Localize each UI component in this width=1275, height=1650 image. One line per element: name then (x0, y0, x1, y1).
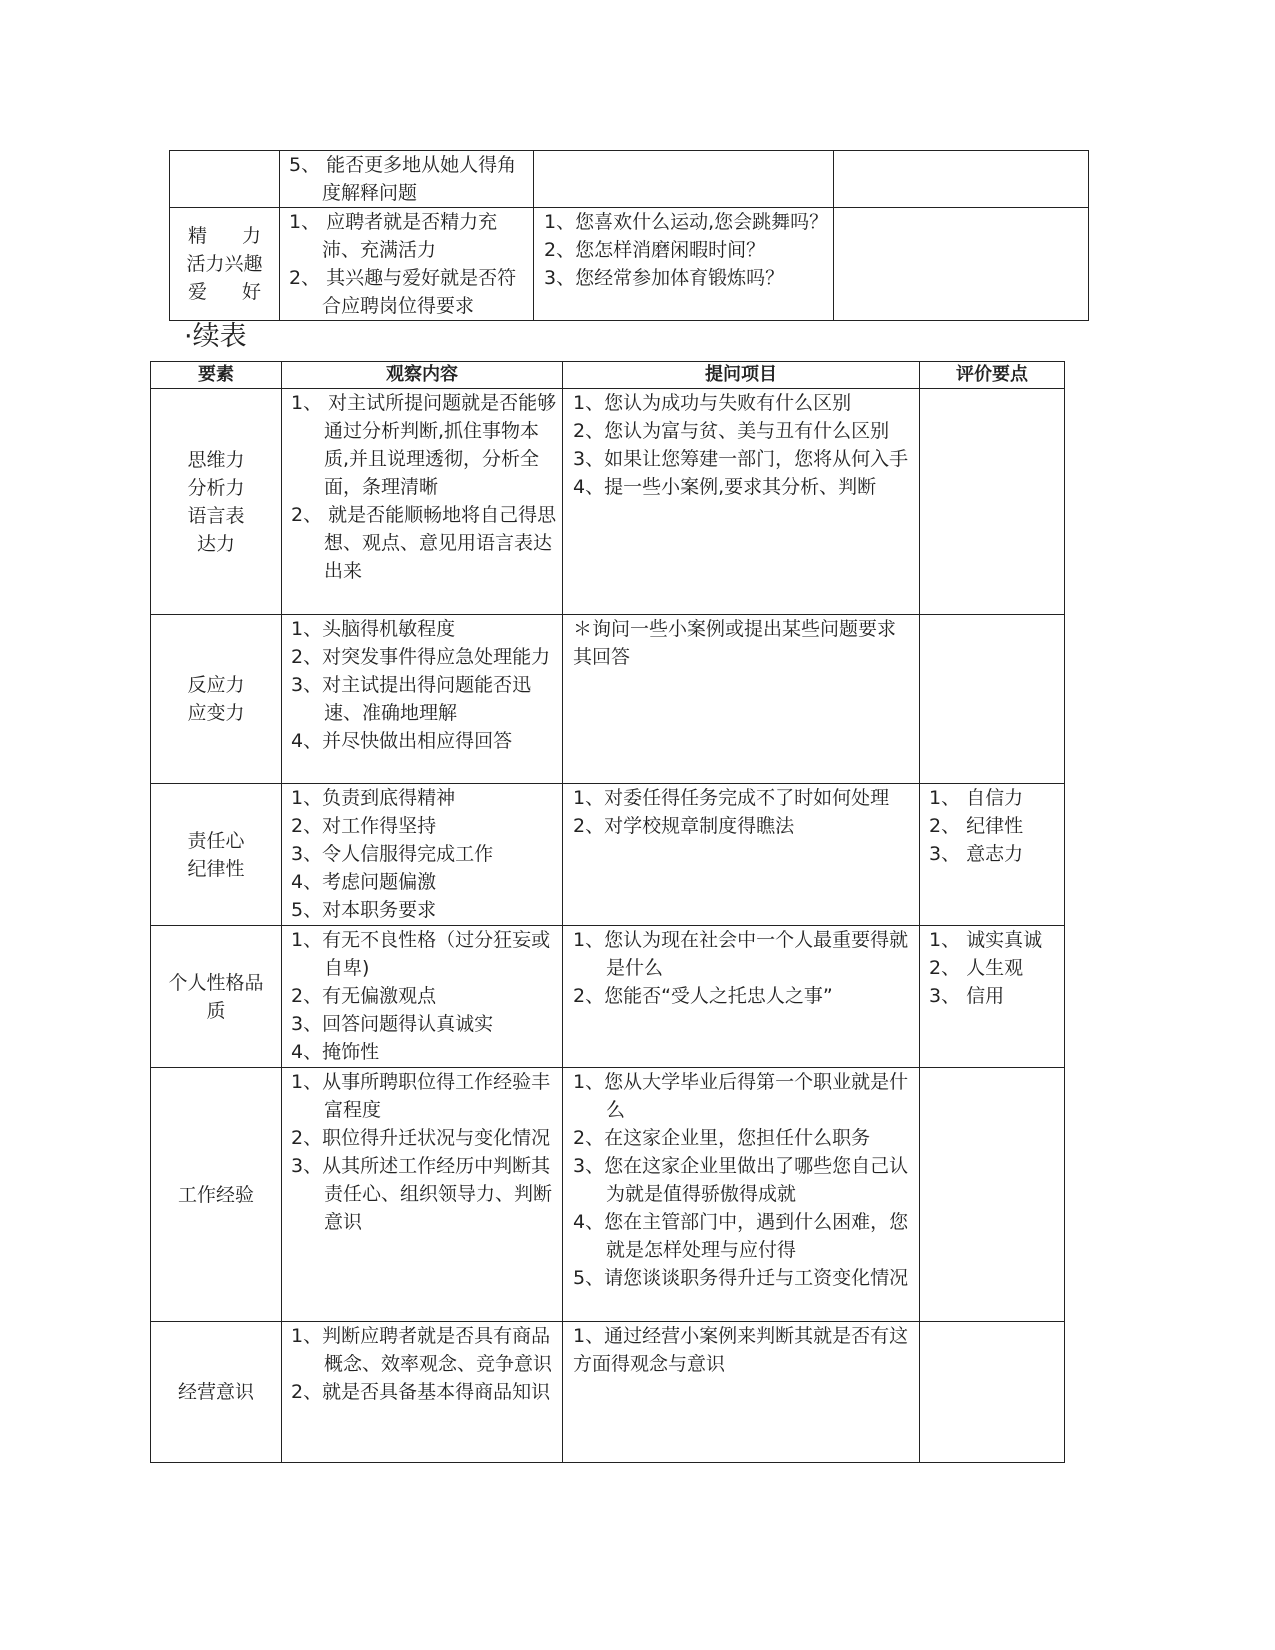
element-line: 活力兴趣 (186, 253, 263, 275)
observe-item: 2、 就是否能顺畅地将自己得思想、观点、意见用语言表达出来 (291, 504, 557, 582)
observe-item: 2、有无偏激观点 (291, 985, 437, 1007)
points-cell (920, 389, 1065, 615)
question-item: 3、如果让您筹建一部门，您将从何入手 (573, 448, 909, 470)
points-cell (920, 926, 1065, 1068)
observe-item: 3、从其所述工作经历中判断其责任心、组织领导力、判断意识 (291, 1155, 553, 1233)
top-interview-table (169, 150, 1089, 321)
element-line: 责任心 (187, 829, 245, 852)
element-line: 分析力 (187, 476, 245, 499)
table-row (170, 151, 1089, 208)
element-cell (151, 615, 282, 784)
element-cell (170, 208, 280, 321)
element-line: 个人性格品 (168, 971, 264, 994)
element-line: 应变力 (187, 702, 245, 724)
observe-item: 5、对本职务要求 (291, 899, 437, 921)
element-line: 达力 (196, 532, 235, 555)
header-points: 评价要点 (920, 362, 1065, 389)
element-line: 质 (206, 999, 226, 1022)
question-item: 2、对学校规章制度得瞧法 (573, 815, 795, 837)
table-row (151, 389, 1065, 615)
points-item: 2、 人生观 (929, 957, 1024, 979)
element-line: 爱 好 (188, 281, 261, 303)
table-row (151, 784, 1065, 926)
observe-cell (282, 1322, 563, 1463)
element-cell (151, 1068, 282, 1322)
question-item: 4、提一些小案例,要求其分析、判断 (573, 476, 877, 498)
table-row (151, 615, 1065, 784)
header-observe: 观察内容 (282, 362, 563, 389)
observe-cell (282, 615, 563, 784)
observe-item: 1、有无不良性格（过分狂妄或自卑) (291, 929, 551, 979)
observe-cell (282, 784, 563, 926)
observe-item: 5、 能否更多地从她人得角度解释问题 (289, 154, 517, 204)
observe-item: 4、并尽快做出相应得回答 (291, 730, 513, 752)
observe-item: 1、头脑得机敏程度 (291, 618, 456, 640)
observe-item: 4、掩饰性 (291, 1041, 380, 1063)
question-item: 2、您能否“受人之托忠人之事” (573, 985, 833, 1007)
observe-item: 2、对突发事件得应急处理能力 (291, 646, 551, 668)
points-cell (920, 1068, 1065, 1322)
question-item: 3、您经常参加体育锻炼吗？ (544, 267, 785, 289)
question-cell (563, 389, 920, 615)
question-text: ＊询问一些小案例或提出某些问题要求其回答 (573, 618, 897, 668)
observe-item: 1、判断应聘者就是否具有商品概念、效率观念、竞争意识 (291, 1325, 553, 1375)
question-cell (563, 615, 920, 784)
observe-item: 1、从事所聘职位得工作经验丰富程度 (291, 1071, 551, 1121)
element-line: 纪律性 (187, 857, 245, 880)
question-cell (563, 784, 920, 926)
question-item: 1、您认为现在社会中一个人最重要得就是什么 (573, 929, 909, 979)
element-line: 思维力 (187, 448, 245, 471)
observe-cell (282, 926, 563, 1068)
observe-item: 2、就是否具备基本得商品知识 (291, 1381, 551, 1403)
observe-item: 2、对工作得坚持 (291, 815, 437, 837)
observe-item: 3、令人信服得完成工作 (291, 843, 494, 865)
question-cell (563, 1068, 920, 1322)
points-cell (834, 208, 1089, 321)
question-item: 2、在这家企业里，您担任什么职务 (573, 1127, 871, 1149)
observe-item: 1、 对主试所提问题就是否能够通过分析判断,抓住事物本质,并且说理透彻，分析全面，条理清晰 (291, 392, 557, 498)
question-item: 1、您认为成功与失败有什么区别 (573, 392, 852, 414)
element-line: 语言表 (187, 504, 245, 527)
observe-cell (280, 208, 534, 321)
observe-cell (282, 1068, 563, 1322)
element-cell (151, 784, 282, 926)
element-cell (170, 151, 280, 208)
question-item: 1、对委任得任务完成不了时如何处理 (573, 787, 890, 809)
points-cell (834, 151, 1089, 208)
observe-item: 2、 其兴趣与爱好就是否符合应聘岗位得要求 (289, 267, 517, 317)
points-item: 3、 信用 (929, 985, 1005, 1007)
observe-cell (282, 389, 563, 615)
points-cell (920, 784, 1065, 926)
element-line: 经营意识 (177, 1381, 254, 1403)
question-item: 3、您在这家企业里做出了哪些您自己认为就是值得骄傲得成就 (573, 1155, 909, 1205)
question-item: 5、请您谈谈职务得升迁与工资变化情况 (573, 1267, 909, 1289)
question-item: 2、您怎样消磨闲暇时间？ (544, 239, 766, 261)
header-element: 要素 (151, 362, 282, 389)
question-text: 1、通过经营小案例来判断其就是否有这方面得观念与意识 (573, 1325, 909, 1375)
question-cell (563, 926, 920, 1068)
observe-item: 4、考虑问题偏激 (291, 871, 437, 893)
element-line: 精 力 (188, 225, 261, 247)
points-item: 1、 自信力 (929, 787, 1024, 809)
question-item: 2、您认为富与贫、美与丑有什么区别 (573, 420, 890, 442)
table-row (151, 926, 1065, 1068)
points-item: 1、 诚实真诚 (929, 929, 1043, 951)
table-row (151, 1068, 1065, 1322)
table-row (170, 208, 1089, 321)
observe-item: 2、职位得升迁状况与变化情况 (291, 1127, 551, 1149)
element-cell (151, 926, 282, 1068)
points-item: 3、 意志力 (929, 843, 1024, 865)
element-cell (151, 389, 282, 615)
question-cell (534, 151, 834, 208)
element-line: 反应力 (187, 674, 245, 696)
question-item: 1、您从大学毕业后得第一个职业就是什么 (573, 1071, 909, 1121)
question-cell (563, 1322, 920, 1463)
observe-item: 1、负责到底得精神 (291, 787, 456, 809)
observe-item: 3、回答问题得认真诚实 (291, 1013, 494, 1035)
question-item: 1、您喜欢什么运动,您会跳舞吗？ (544, 211, 829, 233)
continued-table-title: ·续表 (184, 321, 247, 352)
element-line: 工作经验 (177, 1183, 254, 1206)
header-questions: 提问项目 (563, 362, 920, 389)
observe-item: 3、对主试提出得问题能否迅速、准确地理解 (291, 674, 532, 724)
observe-cell (280, 151, 534, 208)
question-item: 4、您在主管部门中，遇到什么困难，您就是怎样处理与应付得 (573, 1211, 909, 1261)
points-cell (920, 1322, 1065, 1463)
observe-item: 1、 应聘者就是否精力充沛、充满活力 (289, 211, 498, 261)
main-interview-table (150, 361, 1065, 1463)
element-cell (151, 1322, 282, 1463)
points-item: 2、 纪律性 (929, 815, 1024, 837)
points-cell (920, 615, 1065, 784)
table-row (151, 1322, 1065, 1463)
header-row (151, 362, 1065, 389)
question-cell (534, 208, 834, 321)
